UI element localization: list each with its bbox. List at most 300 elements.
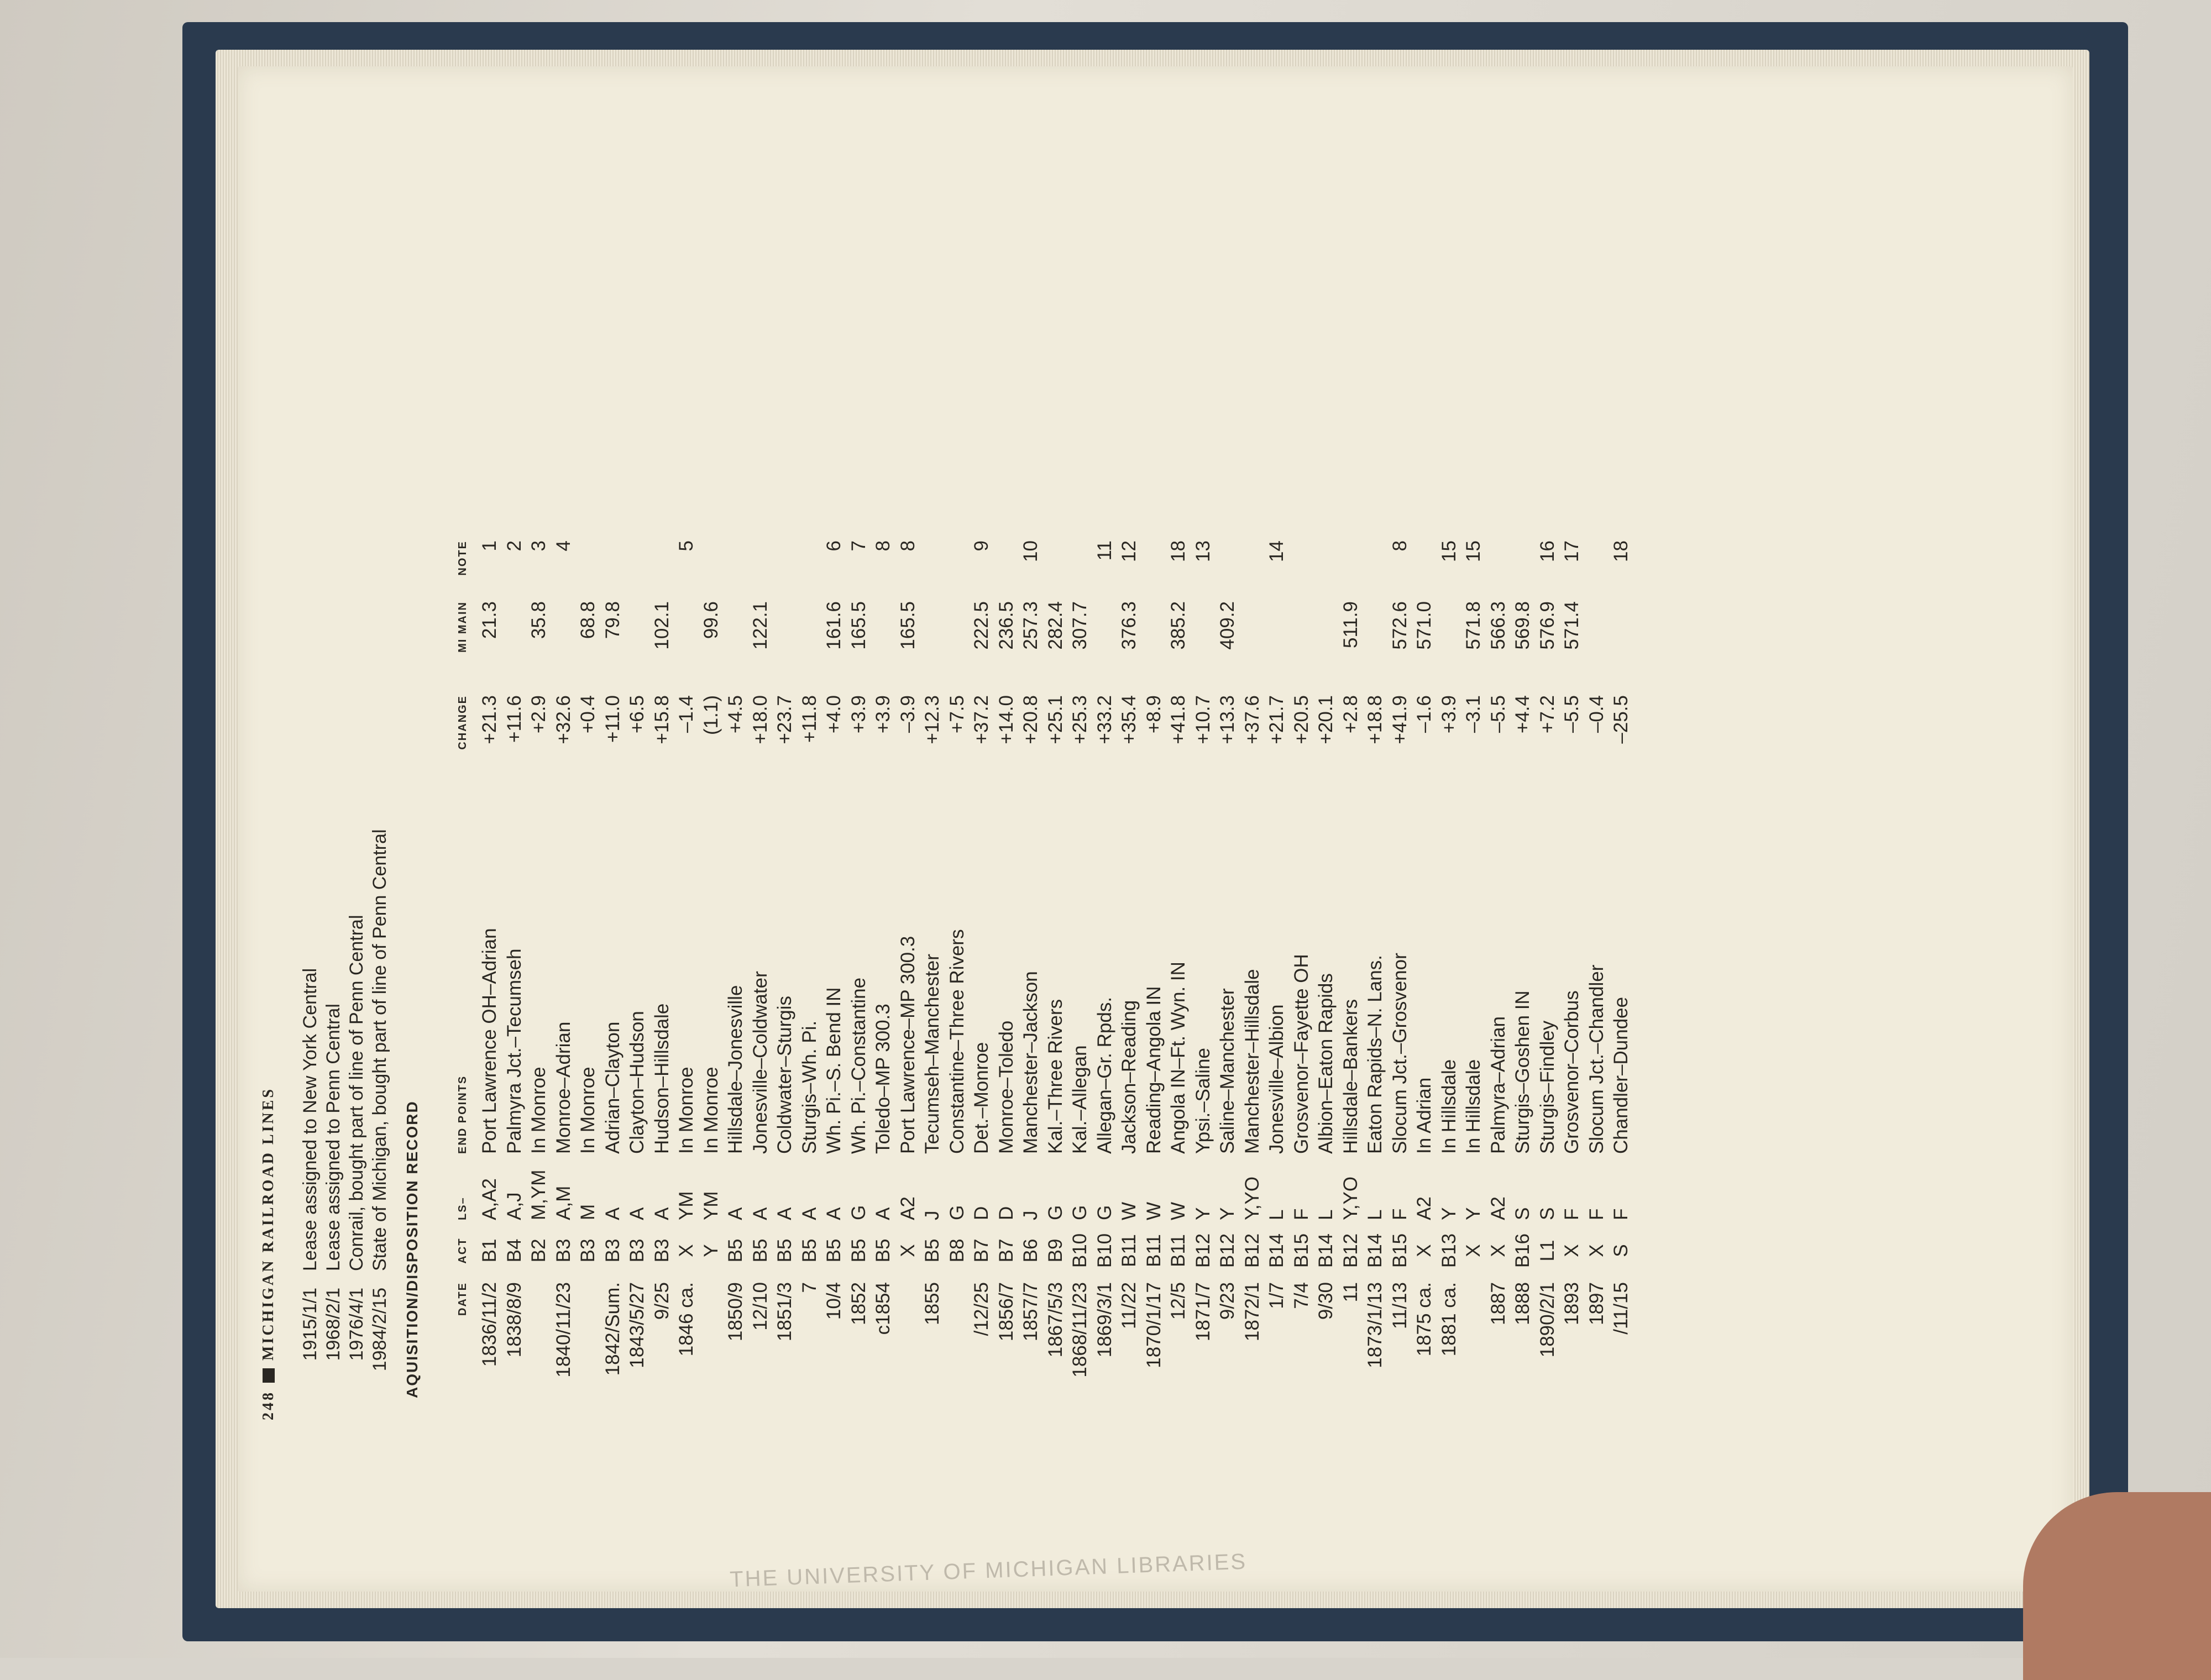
- cell-change: +10.7: [1192, 695, 1214, 744]
- cell-change: +4.5: [725, 695, 747, 734]
- cell-date: c1854: [872, 1282, 894, 1335]
- cell-end-points: Port Lawrence OH–Adrian: [479, 928, 501, 1154]
- table-row: [699, 540, 724, 1398]
- cell-mi-main: 165.5: [897, 601, 919, 650]
- cell-date: 11: [1339, 1282, 1361, 1303]
- cell-change: +21.7: [1266, 695, 1288, 744]
- cell-end-points: In Adrian: [1413, 1077, 1435, 1154]
- cell-change: +3.9: [1438, 695, 1460, 734]
- column-header-date: DATE: [456, 1282, 469, 1316]
- cell-date: 1888: [1512, 1282, 1534, 1325]
- cell-date: 1869/3/1: [1093, 1282, 1115, 1358]
- cell-end-points: Wh. Pi.–Constantine: [847, 977, 869, 1154]
- cell-change: +2.8: [1339, 695, 1361, 734]
- cell-ls: W: [1167, 1201, 1190, 1220]
- cell-date: 11/22: [1118, 1282, 1140, 1329]
- cell-act: B3: [577, 1238, 599, 1263]
- cell-ls: Y: [1192, 1207, 1214, 1220]
- note-date: 1915/1/1: [299, 1288, 321, 1361]
- cell-end-points: Det.–Monroe: [971, 1042, 993, 1154]
- cell-end-points: Saline–Manchester: [1217, 988, 1239, 1154]
- table-row: [502, 540, 527, 1398]
- cell-change: +41.9: [1389, 695, 1411, 744]
- cell-change: +35.4: [1118, 695, 1140, 744]
- cell-mi-main: 307.7: [1069, 601, 1091, 650]
- cell-date: 1875 ca.: [1413, 1282, 1435, 1357]
- table-row: [601, 540, 626, 1398]
- cell-mi-main: 165.5: [847, 601, 869, 650]
- cell-act: B7: [995, 1238, 1017, 1263]
- cell-ls: F: [1290, 1208, 1312, 1220]
- cell-note: 8: [897, 540, 919, 552]
- cell-ls: A: [823, 1207, 845, 1220]
- cell-date: 1893: [1561, 1282, 1583, 1325]
- cell-change: +11.8: [798, 695, 820, 743]
- table-row: [1166, 540, 1191, 1398]
- cell-ls: L: [1364, 1209, 1386, 1220]
- table-row: [1339, 540, 1364, 1398]
- cell-act: B16: [1512, 1233, 1534, 1268]
- cell-end-points: Grosvenor–Corbus: [1561, 990, 1583, 1154]
- cell-change: +37.2: [971, 695, 993, 744]
- note-date: 1968/2/1: [322, 1288, 344, 1361]
- table-row: [1044, 540, 1068, 1398]
- cell-end-points: Coldwater–Sturgis: [774, 996, 796, 1154]
- cell-mi-main: 569.8: [1512, 601, 1534, 650]
- section-title: AQUISITION/DISPOSITION RECORD: [404, 1100, 421, 1398]
- cell-end-points: Monroe–Adrian: [552, 1021, 574, 1154]
- cell-change: +18.0: [749, 695, 771, 744]
- table-row: [1461, 540, 1486, 1398]
- table-row: [552, 540, 577, 1398]
- cell-change: +0.4: [577, 695, 599, 734]
- cell-end-points: Sturgis–Wh. Pi.: [798, 1020, 820, 1154]
- note-row: [298, 830, 322, 1399]
- cell-date: 1855: [921, 1282, 944, 1325]
- cell-act: B5: [774, 1238, 796, 1263]
- cell-end-points: Monroe–Toledo: [995, 1020, 1017, 1154]
- cell-act: X: [1487, 1244, 1509, 1257]
- cell-end-points: Albion–Eaton Rapids: [1315, 973, 1337, 1154]
- table-body: [478, 540, 1634, 1398]
- cell-mi-main: 257.3: [1020, 601, 1042, 650]
- table-row: [1536, 540, 1560, 1398]
- table-row: [1609, 540, 1634, 1398]
- table-row: [945, 540, 970, 1398]
- table-row: [994, 540, 1019, 1398]
- cell-end-points: Wh. Pi.–S. Bend IN: [823, 987, 845, 1154]
- cell-act: B2: [528, 1238, 550, 1263]
- cell-ls: A: [601, 1207, 624, 1220]
- cell-date: 1873/1/13: [1364, 1282, 1386, 1368]
- cell-change: +20.1: [1315, 695, 1337, 744]
- cell-note: 18: [1610, 540, 1632, 562]
- cell-act: B12: [1217, 1233, 1239, 1268]
- cell-mi-main: 376.3: [1118, 601, 1140, 650]
- cell-date: 1867/5/3: [1044, 1282, 1066, 1358]
- cell-note: 2: [503, 540, 525, 552]
- cell-date: 1857/7: [1020, 1282, 1042, 1342]
- cell-ls: A: [626, 1207, 648, 1220]
- cell-date: 1850/9: [725, 1282, 747, 1342]
- cell-mi-main: 571.8: [1463, 601, 1485, 650]
- table-row: [871, 540, 896, 1398]
- cell-ls: A: [725, 1207, 747, 1220]
- cell-end-points: Kal.–Allegan: [1069, 1045, 1091, 1154]
- cell-change: +13.3: [1217, 695, 1239, 744]
- cell-date: 1851/3: [774, 1282, 796, 1342]
- cell-change: +2.9: [528, 695, 550, 734]
- cell-ls: A2: [1487, 1196, 1509, 1220]
- cell-change: +4.0: [823, 695, 845, 734]
- cell-ls: Y: [1463, 1207, 1485, 1220]
- cell-date: 1870/1/17: [1143, 1282, 1165, 1368]
- cell-change: +12.3: [921, 695, 944, 744]
- cell-end-points: Slocum Jct.–Chandler: [1585, 964, 1607, 1154]
- table-row: [1290, 540, 1314, 1398]
- cell-note: 12: [1118, 540, 1140, 562]
- table-row: [1560, 540, 1585, 1398]
- cell-act: B4: [503, 1238, 525, 1263]
- cell-end-points: Ypsi.–Saline: [1192, 1048, 1214, 1154]
- cell-change: +15.8: [651, 695, 673, 744]
- cell-mi-main: 222.5: [971, 601, 993, 650]
- book-logo-icon: [263, 1368, 275, 1383]
- cell-act: B11: [1167, 1234, 1190, 1267]
- cell-mi-main: 35.8: [528, 601, 550, 639]
- cell-change: +11.0: [601, 695, 624, 743]
- table-row: [1388, 540, 1413, 1398]
- table-row: [748, 540, 773, 1398]
- cell-change: +37.6: [1241, 695, 1263, 744]
- table-row: [527, 540, 552, 1398]
- cell-change: +7.5: [946, 695, 968, 734]
- cell-end-points: Angola IN–Ft. Wyn. IN: [1167, 962, 1190, 1154]
- library-stamp: THE UNIVERSITY OF MICHIGAN LIBRARIES: [729, 1549, 1248, 1592]
- cell-note: 1: [479, 540, 501, 552]
- cell-ls: L: [1266, 1209, 1288, 1220]
- cell-act: B3: [651, 1238, 673, 1263]
- table-row: [920, 540, 945, 1398]
- cell-change: (1.1): [700, 695, 722, 735]
- cell-date: /12/25: [971, 1282, 993, 1336]
- cell-date: 7: [798, 1282, 820, 1293]
- table-row: [896, 540, 921, 1398]
- cell-act: B9: [1044, 1238, 1066, 1263]
- cell-act: B3: [626, 1238, 648, 1263]
- cell-date: 11/13: [1389, 1282, 1411, 1329]
- cell-note: 8: [872, 540, 894, 552]
- cell-date: 1846 ca.: [675, 1282, 698, 1357]
- cell-note: 14: [1266, 540, 1288, 562]
- cell-act: Y: [700, 1244, 722, 1257]
- cell-date: 1881 ca.: [1438, 1282, 1460, 1357]
- cell-date: 1872/1: [1241, 1282, 1263, 1342]
- cell-date: 12/10: [749, 1282, 771, 1331]
- cell-note: 8: [1389, 540, 1411, 552]
- cell-date: 1/7: [1266, 1282, 1288, 1309]
- note-text: Conrail, bought part of line of Penn Central: [345, 915, 367, 1271]
- cell-change: –3.9: [897, 695, 919, 733]
- cell-ls: A2: [1413, 1196, 1435, 1220]
- cell-date: 1843/5/27: [626, 1282, 648, 1368]
- cell-ls: S: [1536, 1207, 1558, 1220]
- cell-end-points: Kal.–Three Rivers: [1044, 999, 1066, 1154]
- cell-end-points: Adrian–Clayton: [601, 1021, 624, 1154]
- cell-act: B13: [1438, 1233, 1460, 1268]
- cell-end-points: Hillsdale–Bankers: [1339, 999, 1361, 1154]
- table-header: [448, 540, 478, 1398]
- table-row: [1265, 540, 1290, 1398]
- cell-end-points: Jonesville–Albion: [1266, 1004, 1288, 1154]
- cell-ls: D: [971, 1206, 993, 1220]
- cell-mi-main: 409.2: [1217, 601, 1239, 650]
- cell-date: 9/25: [651, 1282, 673, 1320]
- table-row: [822, 540, 847, 1398]
- note-row: [322, 830, 345, 1399]
- cell-end-points: Sturgis–Findley: [1536, 1020, 1558, 1154]
- cell-date: 12/5: [1167, 1282, 1190, 1320]
- table-row: [1412, 540, 1437, 1398]
- cell-change: +25.3: [1069, 695, 1091, 744]
- table-row: [478, 540, 502, 1398]
- cell-ls: J: [1020, 1210, 1042, 1220]
- cell-ls: A,A2: [479, 1178, 501, 1220]
- cell-ls: A,M: [552, 1185, 574, 1220]
- cell-change: +3.9: [872, 695, 894, 734]
- cell-change: –0.4: [1585, 695, 1607, 733]
- ownership-notes: [298, 830, 391, 1399]
- note-date: 1976/4/1: [345, 1288, 367, 1361]
- cell-change: +32.6: [552, 695, 574, 744]
- cell-end-points: Tecumseh–Manchester: [921, 954, 944, 1154]
- cell-end-points: In Hillsdale: [1438, 1059, 1460, 1154]
- cell-note: 3: [528, 540, 550, 552]
- cell-date: 1887: [1487, 1282, 1509, 1325]
- note-text: Lease assigned to Penn Central: [322, 1004, 344, 1271]
- table-row: [1117, 540, 1142, 1398]
- column-header-ls: LS–: [456, 1196, 469, 1220]
- cell-ls: G: [847, 1205, 869, 1220]
- page-number: 248: [260, 1390, 277, 1420]
- cell-ls: YM: [675, 1191, 698, 1220]
- cell-mi-main: 511.9: [1339, 601, 1361, 648]
- cell-date: 1836/11/2: [479, 1282, 501, 1367]
- cell-act: B12: [1241, 1233, 1263, 1268]
- cell-change: +33.2: [1093, 695, 1115, 744]
- cell-date: 1890/2/1: [1536, 1282, 1558, 1358]
- table-row: [1068, 540, 1093, 1398]
- cell-note: 18: [1167, 540, 1190, 562]
- cell-date: 1840/11/23: [552, 1282, 574, 1378]
- cell-end-points: Toledo–MP 300.3: [872, 1004, 894, 1154]
- page-content: [260, 61, 1918, 1420]
- cell-ls: G: [1093, 1205, 1115, 1220]
- cell-end-points: Jonesville–Coldwater: [749, 971, 771, 1154]
- cell-end-points: Clayton–Hudson: [626, 1011, 648, 1154]
- cell-act: B5: [798, 1238, 820, 1263]
- cell-end-points: Manchester–Hillsdale: [1241, 969, 1263, 1154]
- cell-mi-main: 572.6: [1389, 601, 1411, 650]
- table-row: [674, 540, 699, 1398]
- table-row: [1437, 540, 1462, 1398]
- note-text: State of Michigan, bought part of line of Penn Central: [369, 829, 390, 1271]
- cell-act: B1: [479, 1238, 501, 1263]
- cell-act: X: [897, 1244, 919, 1257]
- cell-act: B3: [601, 1238, 624, 1263]
- cell-end-points: Reading–Angola IN: [1143, 986, 1165, 1154]
- cell-mi-main: 68.8: [577, 601, 599, 639]
- cell-end-points: Chandler–Dundee: [1610, 996, 1632, 1154]
- cell-act: B5: [921, 1238, 944, 1263]
- cell-end-points: Jackson–Reading: [1118, 1000, 1140, 1154]
- cell-act: B11: [1118, 1234, 1140, 1267]
- cell-change: –5.5: [1561, 695, 1583, 733]
- cell-mi-main: 236.5: [995, 601, 1017, 650]
- table-row: [847, 540, 872, 1398]
- cell-end-points: Grosvenor–Fayette OH: [1290, 954, 1312, 1154]
- cell-change: +20.8: [1020, 695, 1042, 744]
- cell-act: B7: [971, 1238, 993, 1263]
- cell-ls: G: [946, 1205, 968, 1220]
- cell-date: 7/4: [1290, 1282, 1312, 1309]
- cell-ls: G: [1069, 1205, 1091, 1220]
- cell-ls: Y: [1217, 1207, 1239, 1220]
- cell-date: 1897: [1585, 1282, 1607, 1325]
- running-title: MICHIGAN RAILROAD LINES: [260, 1087, 277, 1361]
- cell-change: +11.6: [503, 695, 525, 743]
- cell-act: S: [1610, 1244, 1632, 1257]
- cell-end-points: Palmyra–Adrian: [1487, 1016, 1509, 1154]
- table-row: [798, 540, 822, 1398]
- note-row: [368, 830, 391, 1399]
- cell-end-points: Sturgis–Goshen IN: [1512, 990, 1534, 1154]
- table-row: [650, 540, 675, 1398]
- cell-change: +6.5: [626, 695, 648, 734]
- cell-note: 13: [1192, 540, 1214, 562]
- cell-act: B6: [1020, 1238, 1042, 1263]
- cell-ls: F: [1561, 1208, 1583, 1220]
- cell-date: 1838/8/9: [503, 1282, 525, 1358]
- cell-act: B5: [823, 1238, 845, 1263]
- cell-ls: Y,YO: [1339, 1176, 1361, 1220]
- cell-mi-main: 21.3: [479, 601, 501, 639]
- cell-mi-main: 571.0: [1413, 601, 1435, 650]
- running-header: [260, 1087, 277, 1420]
- cell-note: 5: [675, 540, 698, 552]
- cell-date: 1871/7: [1192, 1282, 1214, 1342]
- cell-act: B5: [847, 1238, 869, 1263]
- cell-end-points: In Monroe: [675, 1067, 698, 1154]
- cell-end-points: In Monroe: [528, 1067, 550, 1154]
- cell-date: 10/4: [823, 1282, 845, 1320]
- cell-ls: A,J: [503, 1192, 525, 1220]
- table-row: [576, 540, 601, 1398]
- cell-act: B12: [1339, 1233, 1361, 1268]
- table-row: [1314, 540, 1339, 1398]
- table-row: [1191, 540, 1216, 1398]
- cell-act: B14: [1364, 1233, 1386, 1268]
- cell-end-points: In Monroe: [700, 1067, 722, 1154]
- cell-change: +7.2: [1536, 695, 1558, 734]
- cell-act: B14: [1315, 1233, 1337, 1268]
- cell-change: –25.5: [1610, 695, 1632, 744]
- cell-note: 4: [552, 540, 574, 552]
- cell-end-points: Hillsdale–Jonesville: [725, 985, 747, 1154]
- note-text: Lease assigned to New York Central: [299, 968, 321, 1271]
- cell-mi-main: 566.3: [1487, 601, 1509, 650]
- cell-end-points: Port Lawrence–MP 300.3: [897, 936, 919, 1154]
- note-date: 1984/2/15: [369, 1288, 390, 1372]
- table-row: [1019, 540, 1044, 1398]
- cell-mi-main: 571.4: [1561, 601, 1583, 650]
- cell-act: B8: [946, 1238, 968, 1263]
- cell-ls: A2: [897, 1196, 919, 1220]
- cell-note: 15: [1463, 540, 1485, 562]
- cell-ls: W: [1143, 1201, 1165, 1220]
- cell-date: 1856/7: [995, 1282, 1017, 1342]
- cell-mi-main: 161.6: [823, 601, 845, 650]
- table-row: [1093, 540, 1118, 1398]
- cell-end-points: Constantine–Three Rivers: [946, 929, 968, 1154]
- cell-end-points: Slocum Jct.–Grosvenor: [1389, 953, 1411, 1154]
- cell-act: B15: [1290, 1233, 1312, 1268]
- cell-ls: J: [921, 1210, 944, 1220]
- cell-note: 10: [1020, 540, 1042, 562]
- table-row: [1363, 540, 1388, 1398]
- cell-ls: M: [577, 1204, 599, 1220]
- cell-ls: D: [995, 1206, 1017, 1220]
- cell-mi-main: 122.1: [749, 601, 771, 650]
- cell-change: –1.4: [675, 695, 698, 733]
- cell-note: 11: [1093, 540, 1115, 561]
- table-row: [1585, 540, 1610, 1398]
- cell-date: 1852: [847, 1282, 869, 1325]
- cell-change: +21.3: [479, 695, 501, 744]
- cell-date: /11/15: [1610, 1282, 1632, 1335]
- cell-ls: A: [749, 1207, 771, 1220]
- cell-act: B5: [749, 1238, 771, 1263]
- cell-date: 1842/Sum.: [601, 1282, 624, 1376]
- table-row: [1511, 540, 1536, 1398]
- cell-act: X: [675, 1244, 698, 1257]
- cell-ls: A: [872, 1207, 894, 1220]
- cell-change: +14.0: [995, 695, 1017, 744]
- cell-note: 15: [1438, 540, 1460, 562]
- record-table: [448, 540, 1634, 1398]
- cell-ls: Y: [1438, 1207, 1460, 1220]
- cell-ls: F: [1389, 1208, 1411, 1220]
- table-row: [1240, 540, 1265, 1398]
- cell-change: +18.8: [1364, 695, 1386, 744]
- cell-change: +41.8: [1167, 695, 1190, 744]
- cell-ls: F: [1610, 1208, 1632, 1220]
- cell-ls: L: [1315, 1209, 1337, 1220]
- cell-note: 17: [1561, 540, 1583, 562]
- table-row: [1142, 540, 1167, 1398]
- cell-act: L1: [1536, 1240, 1558, 1262]
- cell-act: X: [1561, 1244, 1583, 1257]
- cell-act: X: [1463, 1244, 1485, 1257]
- cell-mi-main: 79.8: [601, 601, 624, 639]
- column-header-note: NOTE: [456, 540, 469, 576]
- cell-end-points: Palmyra Jct.–Tecumseh: [503, 948, 525, 1154]
- cell-date: 1868/11/23: [1069, 1282, 1091, 1378]
- cell-end-points: Manchester–Jackson: [1020, 971, 1042, 1154]
- cell-note: 6: [823, 540, 845, 552]
- cell-act: B5: [872, 1238, 894, 1263]
- table-row: [1215, 540, 1240, 1398]
